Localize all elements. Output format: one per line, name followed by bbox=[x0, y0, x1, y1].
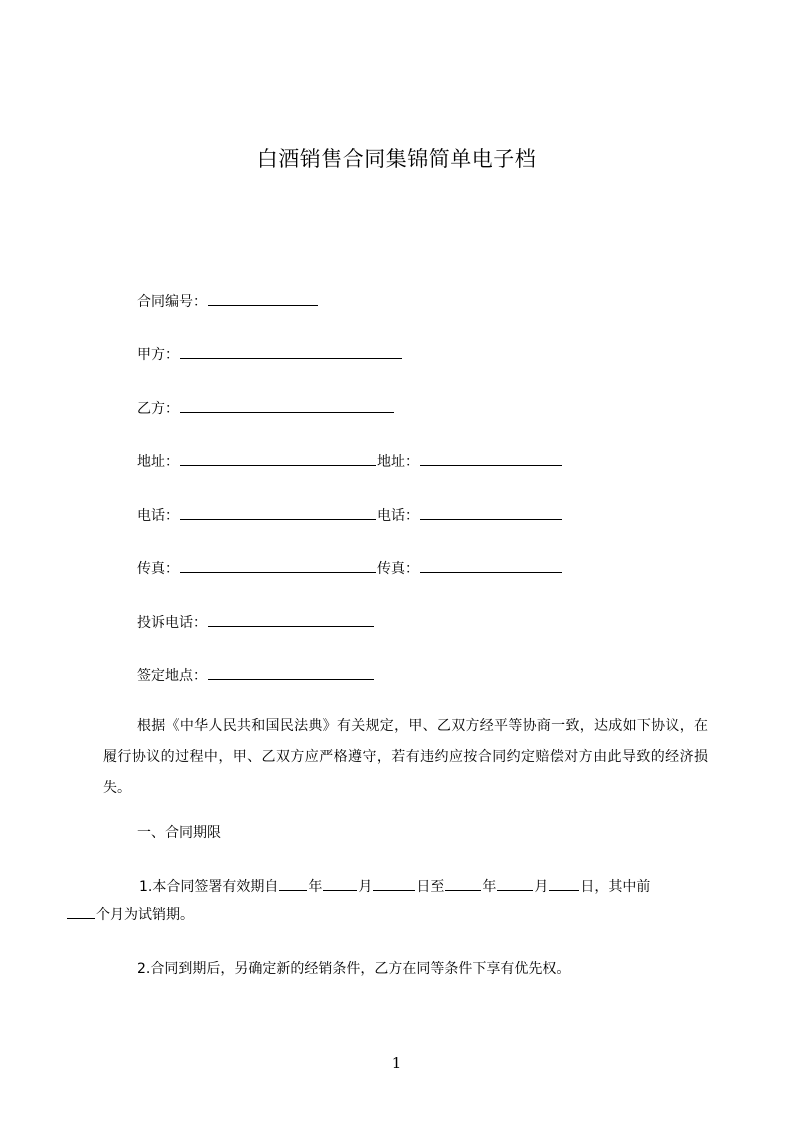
clause-1-tail: 个月为试销期。 bbox=[96, 907, 194, 923]
fax-b-blank[interactable] bbox=[420, 558, 562, 573]
complaint-phone-label: 投诉电话： bbox=[137, 615, 207, 631]
sign-place-line bbox=[137, 665, 375, 686]
phone-b-label: 电话： bbox=[377, 508, 419, 524]
clause-1-month1: 月 bbox=[358, 879, 373, 895]
clause-1-year2: 年 bbox=[482, 879, 497, 895]
party-a-line bbox=[137, 344, 403, 365]
start-month-blank[interactable] bbox=[323, 876, 357, 891]
party-a-label: 甲方： bbox=[137, 347, 179, 363]
party-b-label: 乙方： bbox=[137, 401, 179, 417]
address-b-label: 地址： bbox=[377, 454, 419, 470]
address-a-label: 地址： bbox=[137, 454, 179, 470]
clause-1-day1: 日至 bbox=[416, 879, 445, 895]
party-b-line bbox=[137, 398, 395, 419]
address-a-blank[interactable] bbox=[180, 451, 376, 466]
clause-1-month2: 月 bbox=[534, 879, 549, 895]
address-line bbox=[137, 451, 563, 472]
document-title: 白酒销售合同集锦简单电子档 bbox=[256, 147, 537, 171]
start-year-blank[interactable] bbox=[279, 876, 307, 891]
end-day-blank[interactable] bbox=[549, 876, 579, 891]
clause-1-text-a: 1.本合同签署有效期自 bbox=[139, 879, 279, 895]
end-year-blank[interactable] bbox=[445, 876, 481, 891]
party-b-blank[interactable] bbox=[180, 398, 394, 413]
phone-a-label: 电话： bbox=[137, 508, 179, 524]
contract-number-blank[interactable] bbox=[208, 291, 318, 306]
clause-1-year1: 年 bbox=[308, 879, 323, 895]
trial-months-blank[interactable] bbox=[67, 904, 95, 919]
sign-place-blank[interactable] bbox=[208, 665, 374, 680]
clause-1 bbox=[96, 873, 708, 929]
intro-paragraph: 根据《中华人民共和国民法典》有关规定，甲、乙双方经平等协商一致，达成如下协议，在履行协议的过程中，甲、乙双方应严格遵守，若有违约应按合同约定赔偿对方由此导致的经济损失。 bbox=[103, 718, 708, 796]
clause-2: 2.合同到期后，另确定新的经销条件，乙方在同等条件下享有优先权。 bbox=[137, 961, 571, 977]
phone-a-blank[interactable] bbox=[180, 505, 376, 520]
complaint-phone-blank[interactable] bbox=[208, 612, 374, 627]
fax-a-label: 传真： bbox=[137, 561, 179, 577]
clause-1-day2: 日，其中前 bbox=[580, 879, 651, 895]
contract-number-line bbox=[137, 291, 319, 312]
start-day-blank[interactable] bbox=[373, 876, 415, 891]
party-a-blank[interactable] bbox=[180, 344, 402, 359]
fax-b-label: 传真： bbox=[377, 561, 419, 577]
contract-number-label: 合同编号： bbox=[137, 294, 207, 310]
complaint-phone-line bbox=[137, 612, 375, 633]
fax-line bbox=[137, 558, 563, 579]
end-month-blank[interactable] bbox=[497, 876, 533, 891]
address-b-blank[interactable] bbox=[420, 451, 562, 466]
sign-place-label: 签定地点： bbox=[137, 668, 207, 684]
section-heading-term: 一、合同期限 bbox=[137, 825, 221, 841]
fax-a-blank[interactable] bbox=[180, 558, 376, 573]
phone-line bbox=[137, 505, 563, 526]
phone-b-blank[interactable] bbox=[420, 505, 562, 520]
page-number: 1 bbox=[391, 1054, 402, 1072]
